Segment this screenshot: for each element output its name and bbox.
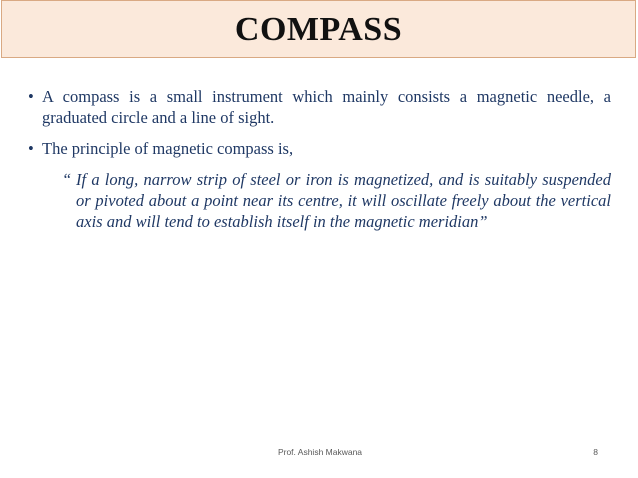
bullet-icon: •: [28, 87, 34, 106]
page-number: 8: [593, 447, 598, 457]
footer-author: Prof. Ashish Makwana: [277, 447, 363, 457]
principle-quote: [64, 169, 611, 232]
quote-text: If a long, narrow strip of steel or iron is magnetized, and is suitably suspended or pivoted about a point near its centre, it will oscillate freely about the vertical axis and will tend to establish itself in the magnetic meridian”: [76, 170, 611, 231]
bullet-text: The principle of magnetic compass is,: [42, 139, 294, 158]
bullet-item: [28, 138, 611, 159]
bullet-text: A compass is a small instrument which mainly consists a magnetic needle, a graduated circle and a line of sight.: [42, 87, 611, 127]
slide-title: COMPASS: [234, 11, 403, 48]
bullet-icon: •: [28, 139, 34, 158]
title-banner: [1, 0, 636, 58]
slide-content: [28, 86, 611, 232]
open-quote-mark: “: [62, 170, 72, 189]
bullet-item: [28, 86, 611, 128]
